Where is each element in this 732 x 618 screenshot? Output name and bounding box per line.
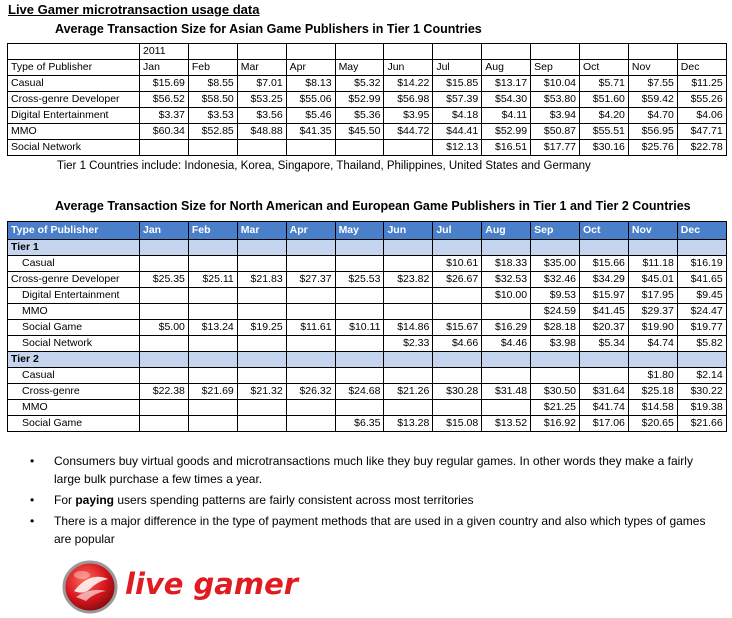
month-header: Jun [384,222,433,240]
value-cell: $34.29 [580,272,629,288]
value-cell: $2.14 [677,368,726,384]
bullet-item: • There is a major difference in the type of payment methods that are used in a given country and also which types of games are popular [30,514,706,546]
value-cell: $26.32 [286,384,335,400]
empty-cell [286,44,335,60]
value-cell: $25.35 [140,272,189,288]
value-cell: $4.66 [433,336,482,352]
value-cell [188,400,237,416]
value-cell: $18.33 [482,256,531,272]
value-cell: $5.82 [677,336,726,352]
month-header: Aug [482,222,531,240]
table-row [8,288,727,304]
value-cell: $31.64 [580,384,629,400]
value-cell: $4.74 [628,336,677,352]
value-cell [433,288,482,304]
value-cell: $59.42 [628,92,677,108]
header-row [8,60,727,76]
value-cell: $15.97 [580,288,629,304]
value-cell [188,288,237,304]
value-cell: $10.11 [335,320,384,336]
value-cell: $55.26 [677,92,726,108]
year-cell: 2011 [140,44,189,60]
value-cell [433,304,482,320]
value-cell: $32.53 [482,272,531,288]
month-header: Oct [580,60,629,76]
bullet-dot-icon: • [30,454,35,468]
value-cell: $48.88 [237,124,286,140]
value-cell [482,400,531,416]
value-cell: $41.45 [580,304,629,320]
value-cell: $24.68 [335,384,384,400]
value-cell: $21.26 [384,384,433,400]
value-cell: $4.18 [433,108,482,124]
value-cell [335,368,384,384]
month-header: Dec [677,222,726,240]
value-cell: $23.82 [384,272,433,288]
value-cell [286,256,335,272]
value-cell: $5.32 [335,76,384,92]
value-cell: $5.46 [286,108,335,124]
month-header: May [335,60,384,76]
value-cell: $25.76 [628,140,677,156]
bullet-dot-icon: • [30,493,35,507]
bullet-item: • For paying users spending patterns are fairly consistent across most territories [30,493,474,507]
empty-cell [531,240,580,256]
value-cell: $53.80 [531,92,580,108]
row-label: Cross-genre Developer [8,92,140,108]
value-cell: $47.71 [677,124,726,140]
value-cell: $5.36 [335,108,384,124]
row-label: Casual [8,256,140,272]
value-cell: $13.52 [482,416,531,432]
table1-title: Average Transaction Size for Asian Game Publishers in Tier 1 Countries [55,22,482,36]
value-cell: $13.24 [188,320,237,336]
bullet-dot-icon: • [30,514,35,528]
value-cell: $10.61 [433,256,482,272]
live-gamer-emblem-icon [60,557,120,615]
value-cell: $30.50 [531,384,580,400]
tier1-countries-note: Tier 1 Countries include: Indonesia, Korea, Singapore, Thailand, Philippines, United States and Germany [57,160,591,172]
value-cell: $26.67 [433,272,482,288]
bullet-item: • Consumers buy virtual goods and microtransactions much like they buy regular games. In other words they make a fairly large bulk purchase a few times a year. [30,454,693,486]
value-cell: $4.11 [482,108,531,124]
value-cell: $14.22 [384,76,433,92]
value-cell [384,140,433,156]
header-row [8,222,727,240]
value-cell: $60.34 [140,124,189,140]
empty-cell [140,240,189,256]
value-cell [188,140,237,156]
value-cell: $8.13 [286,76,335,92]
section-label: Tier 1 [8,240,140,256]
table-row [8,400,727,416]
empty-cell [286,352,335,368]
value-cell [237,140,286,156]
empty-cell [433,240,482,256]
month-header: Sep [531,222,580,240]
value-cell: $10.00 [482,288,531,304]
empty-cell [188,240,237,256]
value-cell: $56.52 [140,92,189,108]
value-cell: $4.70 [628,108,677,124]
table-row [8,256,727,272]
value-cell: $52.99 [482,124,531,140]
value-cell: $20.65 [628,416,677,432]
value-cell: $9.53 [531,288,580,304]
empty-cell [628,352,677,368]
value-cell: $19.38 [677,400,726,416]
row-label: Digital Entertainment [8,288,140,304]
value-cell: $45.50 [335,124,384,140]
value-cell: $45.01 [628,272,677,288]
value-cell [140,368,189,384]
na-eu-publishers-table [7,221,727,432]
value-cell: $16.92 [531,416,580,432]
value-cell [140,140,189,156]
value-cell [237,336,286,352]
month-header: Jul [433,222,482,240]
row-label: Cross-genre Developer [8,272,140,288]
row-label: Casual [8,76,140,92]
value-cell: $25.18 [628,384,677,400]
value-cell: $54.30 [482,92,531,108]
value-cell [286,288,335,304]
value-cell: $11.25 [677,76,726,92]
month-header: Jul [433,60,482,76]
value-cell: $1.80 [628,368,677,384]
value-cell: $10.04 [531,76,580,92]
value-cell: $19.90 [628,320,677,336]
month-header: Dec [677,60,726,76]
value-cell [140,304,189,320]
row-label: MMO [8,400,140,416]
value-cell: $17.06 [580,416,629,432]
value-cell: $14.86 [384,320,433,336]
empty-cell [482,44,531,60]
empty-cell [286,240,335,256]
value-cell: $3.53 [188,108,237,124]
value-cell [286,336,335,352]
value-cell [237,256,286,272]
value-cell: $17.95 [628,288,677,304]
empty-cell [384,44,433,60]
value-cell: $5.00 [140,320,189,336]
table-row [8,108,727,124]
value-cell: $29.37 [628,304,677,320]
value-cell: $4.20 [580,108,629,124]
value-cell [188,416,237,432]
value-cell: $25.11 [188,272,237,288]
table-row [8,416,727,432]
value-cell: $15.67 [433,320,482,336]
table-row [8,140,727,156]
table-row [8,272,727,288]
value-cell: $50.87 [531,124,580,140]
value-cell: $5.34 [580,336,629,352]
value-cell [335,400,384,416]
month-header: Feb [188,222,237,240]
row-label: Casual [8,368,140,384]
value-cell: $16.29 [482,320,531,336]
value-cell [286,400,335,416]
value-cell: $25.53 [335,272,384,288]
value-cell: $21.66 [677,416,726,432]
empty-cell [433,44,482,60]
empty-cell [531,44,580,60]
value-cell [140,256,189,272]
value-cell: $6.35 [335,416,384,432]
value-cell: $3.56 [237,108,286,124]
value-cell: $7.01 [237,76,286,92]
value-cell: $21.83 [237,272,286,288]
empty-cell [677,352,726,368]
empty-cell [335,352,384,368]
value-cell: $55.51 [580,124,629,140]
section-row [8,352,727,368]
document-title: Live Gamer microtransaction usage data [8,2,260,17]
column-header: Type of Publisher [8,222,140,240]
value-cell: $52.99 [335,92,384,108]
value-cell: $3.98 [531,336,580,352]
value-cell [335,336,384,352]
month-header: Aug [482,60,531,76]
value-cell: $2.33 [384,336,433,352]
value-cell [237,288,286,304]
empty-cell [482,240,531,256]
value-cell [188,368,237,384]
row-label: MMO [8,124,140,140]
value-cell: $30.28 [433,384,482,400]
value-cell: $21.25 [531,400,580,416]
value-cell [237,416,286,432]
value-cell: $41.35 [286,124,335,140]
empty-cell [580,44,629,60]
value-cell: $56.95 [628,124,677,140]
value-cell: $51.60 [580,92,629,108]
row-label: MMO [8,304,140,320]
asian-publishers-table [7,43,727,156]
value-cell: $17.77 [531,140,580,156]
row-label: Digital Entertainment [8,108,140,124]
value-cell [286,416,335,432]
table-row [8,320,727,336]
value-cell: $7.55 [628,76,677,92]
empty-cell [433,352,482,368]
value-cell [335,256,384,272]
value-cell: $15.08 [433,416,482,432]
empty-cell [628,240,677,256]
value-cell: $35.00 [531,256,580,272]
value-cell: $14.58 [628,400,677,416]
value-cell: $27.37 [286,272,335,288]
value-cell: $21.32 [237,384,286,400]
value-cell [433,400,482,416]
empty-cell [140,352,189,368]
empty-cell [482,352,531,368]
year-row [8,44,727,60]
table-row [8,124,727,140]
value-cell: $15.66 [580,256,629,272]
value-cell: $13.28 [384,416,433,432]
value-cell: $16.51 [482,140,531,156]
value-cell: $20.37 [580,320,629,336]
value-cell [286,368,335,384]
value-cell: $28.18 [531,320,580,336]
row-label: Social Network [8,336,140,352]
value-cell: $32.46 [531,272,580,288]
value-cell [188,304,237,320]
table2-title: Average Transaction Size for North American and European Game Publishers in Tier 1 and Tier 2 Countries [55,199,691,213]
empty-cell [384,352,433,368]
summary-bullets [24,452,714,551]
table-row [8,92,727,108]
value-cell [384,304,433,320]
row-label: Social Game [8,416,140,432]
value-cell [188,256,237,272]
empty-cell [237,352,286,368]
value-cell: $11.61 [286,320,335,336]
month-header: Apr [286,222,335,240]
value-cell: $31.48 [482,384,531,400]
month-header: Apr [286,60,335,76]
value-cell: $56.98 [384,92,433,108]
row-label: Social Game [8,320,140,336]
empty-cell [580,352,629,368]
row-label: Social Network [8,140,140,156]
section-row [8,240,727,256]
value-cell: $15.85 [433,76,482,92]
month-header: Feb [188,60,237,76]
value-cell: $52.85 [188,124,237,140]
table-row [8,368,727,384]
value-cell [531,368,580,384]
value-cell: $3.95 [384,108,433,124]
value-cell: $22.78 [677,140,726,156]
value-cell: $21.69 [188,384,237,400]
empty-cell [531,352,580,368]
value-cell: $8.55 [188,76,237,92]
value-cell [140,416,189,432]
month-header: Nov [628,60,677,76]
value-cell [433,368,482,384]
month-header: Sep [531,60,580,76]
value-cell [140,288,189,304]
value-cell [237,368,286,384]
month-header: Oct [580,222,629,240]
month-header: Mar [237,60,286,76]
value-cell: $3.94 [531,108,580,124]
value-cell: $15.69 [140,76,189,92]
value-cell: $30.16 [580,140,629,156]
value-cell: $58.50 [188,92,237,108]
empty-cell [384,240,433,256]
empty-cell [677,240,726,256]
value-cell: $44.41 [433,124,482,140]
empty-cell [188,352,237,368]
empty-cell [188,44,237,60]
value-cell [237,304,286,320]
month-header: May [335,222,384,240]
live-gamer-logo [60,557,340,615]
empty-cell [335,240,384,256]
table-row [8,304,727,320]
table-row [8,384,727,400]
value-cell [140,400,189,416]
month-header: Nov [628,222,677,240]
value-cell [286,304,335,320]
table-row [8,336,727,352]
value-cell [384,256,433,272]
value-cell [384,288,433,304]
month-header: Jan [140,222,189,240]
value-cell [482,304,531,320]
value-cell: $24.59 [531,304,580,320]
value-cell [335,140,384,156]
value-cell: $11.18 [628,256,677,272]
value-cell [335,288,384,304]
value-cell: $44.72 [384,124,433,140]
value-cell: $24.47 [677,304,726,320]
value-cell: $57.39 [433,92,482,108]
month-header: Jan [140,60,189,76]
section-label: Tier 2 [8,352,140,368]
value-cell: $53.25 [237,92,286,108]
empty-cell [237,240,286,256]
value-cell [140,336,189,352]
table-row [8,76,727,92]
value-cell: $19.25 [237,320,286,336]
value-cell: $30.22 [677,384,726,400]
value-cell: $4.46 [482,336,531,352]
value-cell [335,304,384,320]
value-cell: $12.13 [433,140,482,156]
empty-cell [628,44,677,60]
value-cell: $4.06 [677,108,726,124]
value-cell: $9.45 [677,288,726,304]
month-header: Mar [237,222,286,240]
value-cell [286,140,335,156]
value-cell: $41.74 [580,400,629,416]
value-cell: $3.37 [140,108,189,124]
value-cell: $41.65 [677,272,726,288]
empty-cell [237,44,286,60]
value-cell [384,368,433,384]
value-cell: $22.38 [140,384,189,400]
value-cell: $19.77 [677,320,726,336]
empty-cell [677,44,726,60]
logo-text: live gamer [125,567,299,601]
value-cell [384,400,433,416]
value-cell [188,336,237,352]
month-header: Jun [384,60,433,76]
value-cell: $16.19 [677,256,726,272]
row-label: Cross-genre [8,384,140,400]
value-cell [580,368,629,384]
value-cell [482,368,531,384]
value-cell [237,400,286,416]
empty-cell [8,44,140,60]
empty-cell [580,240,629,256]
value-cell: $55.06 [286,92,335,108]
column-header: Type of Publisher [8,60,140,76]
value-cell: $5.71 [580,76,629,92]
value-cell: $13.17 [482,76,531,92]
empty-cell [335,44,384,60]
